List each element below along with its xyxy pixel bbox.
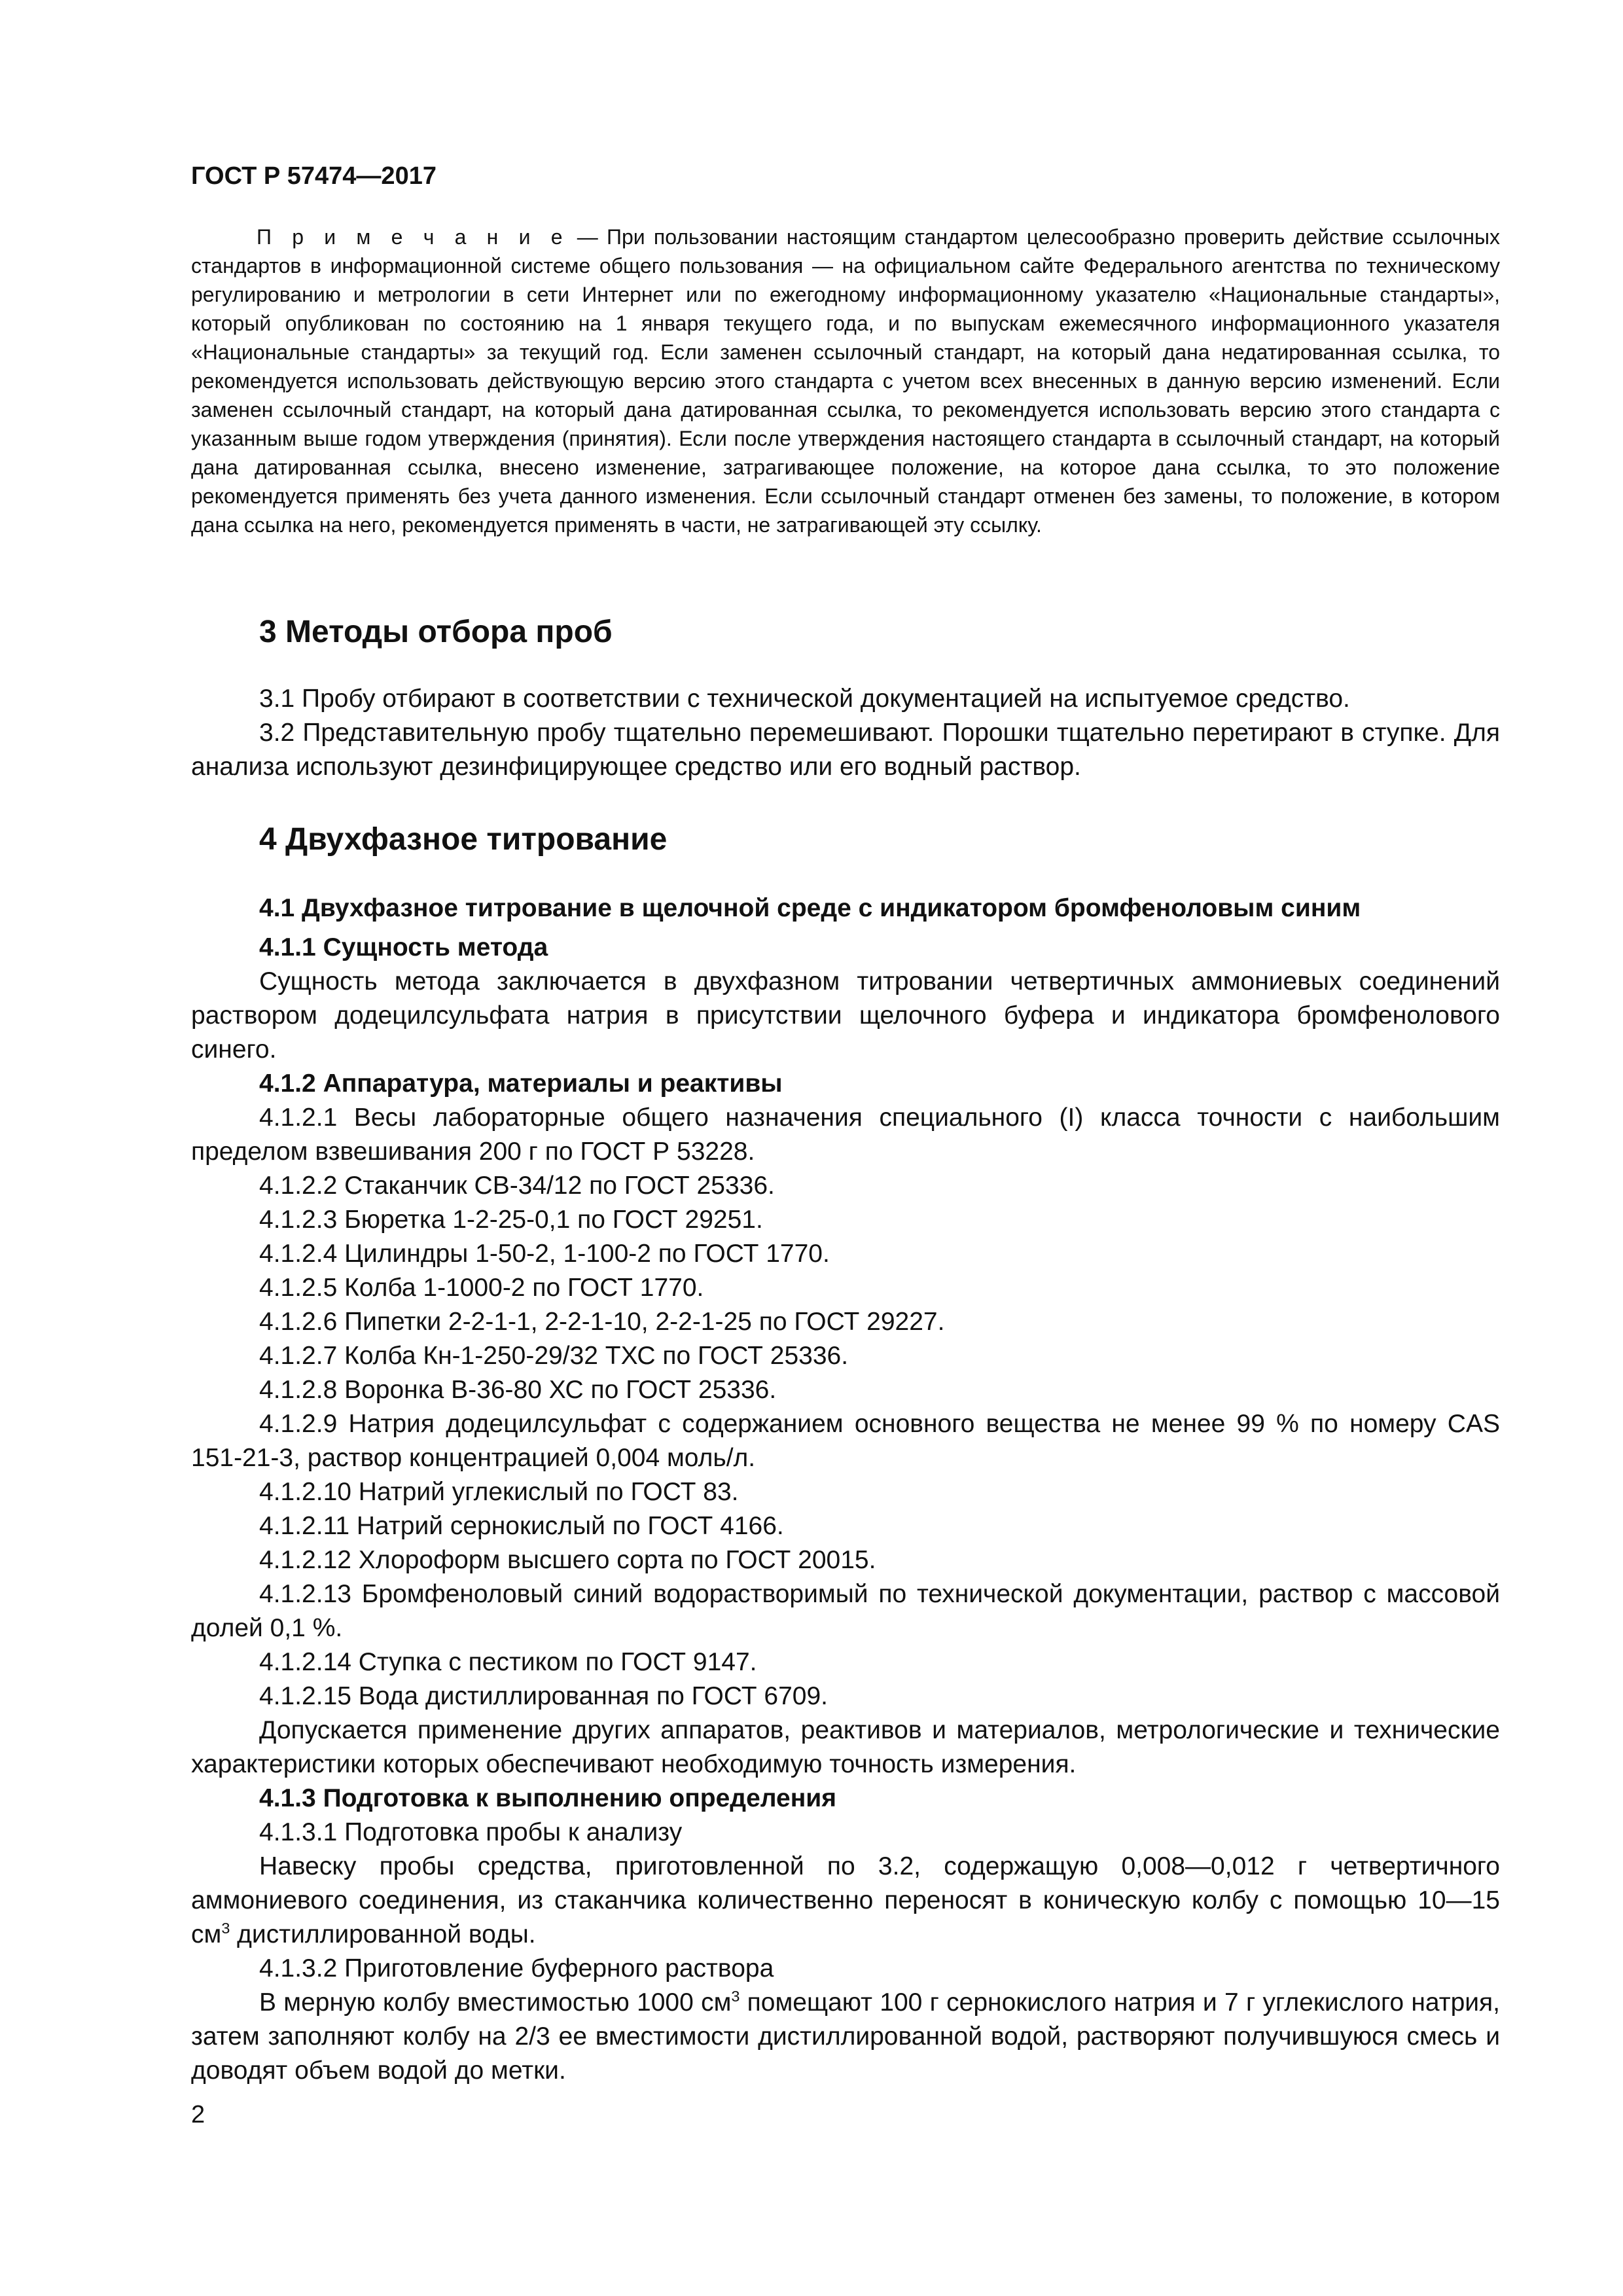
subsection-4-1-1: 4.1.1 Сущность метода (259, 933, 548, 961)
list-item: 4.1.2.1 Весы лабораторные общего назначения специального (I) класса точности с наибольшим пределом взвешивания 200 г по ГОСТ Р 53228. (191, 1103, 1500, 1166)
note-label: П р и м е ч а н и е (257, 225, 569, 249)
list-item: 4.1.2.11 Натрий сернокислый по ГОСТ 4166. (259, 1512, 784, 1540)
subsection-4-1-3-2: 4.1.3.2 Приготовление буферного раствора (259, 1954, 774, 1982)
paragraph-3-1: 3.1 Пробу отбирают в соответствии с технической документацией на испытуемое средство. (259, 685, 1350, 713)
sample-prep-text (191, 1850, 1500, 1952)
buffer-prep-b: помещают 100 г сернокислого натрия и 7 г углекислого натрия, затем заполняют колбу на 2/3 ее вместимости дистиллированной водой, растворяют получившуюся смесь и доводят объем водой до метки. (191, 1988, 1500, 2085)
list-item: 4.1.2.15 Вода дистиллированная по ГОСТ 6709. (259, 1682, 829, 1710)
list-item: 4.1.2.10 Натрий углекислый по ГОСТ 83. (259, 1478, 739, 1506)
note-block (191, 223, 1500, 539)
list-item: 4.1.2.7 Колба Кн-1-250-29/32 ТХС по ГОСТ 25336. (259, 1342, 849, 1370)
subsection-4-1-2: 4.1.2 Аппаратура, материалы и реактивы (259, 1069, 783, 1098)
cubic-superscript: 3 (731, 1988, 740, 2005)
sample-prep-tail: дистиллированной воды. (230, 1920, 536, 1948)
list-item: 4.1.2.3 Бюретка 1-2-25-0,1 по ГОСТ 29251. (259, 1206, 763, 1234)
buffer-prep-text (191, 1986, 1500, 2088)
subsection-4-1-3: 4.1.3 Подготовка к выполнению определения (259, 1784, 836, 1812)
paragraph-3-2: 3.2 Представительную пробу тщательно перемешивают. Порошки тщательно перетирают в ступке. Для анализа используют дезинфицирующее средство или его водный раствор. (191, 719, 1500, 781)
list-item: 4.1.2.13 Бромфеноловый синий водорастворимый по технической документации, раствор с массовой долей 0,1 %. (191, 1580, 1500, 1642)
section-3-title: 3 Методы отбора проб (259, 615, 613, 649)
note-text: — При пользовании настоящим стандартом целесообразно проверить действие ссылочных стандартов в информационной системе общего пользования — на официальном сайте Федерального агентства по техническому регулированию и метрологии в сети Интернет или по ежегодному информационному указателю «Национальные стандарты», который опубликован по состоянию на 1 января текущего года, и по выпускам ежемесячного информационного указателя «Национальные стандарты» за текущий год. Если заменен ссылочный стандарт, на который дана недатированная ссылка, то рекомендуется использовать действующую версию этого стандарта с учетом всех внесенных в данную версию изменений. Если заменен ссылочный стандарт, на который дана датированная ссылка, то рекомендуется использовать версию этого стандарта с указанным выше годом утверждения (принятия). Если после утверждения настоящего стандарта в ссылочный стандарт, на который дана датированная ссылка, внесено изменение, затрагивающее положение, на которое дана ссылка, то это положение рекомендуется применять без учета данного изменения. Если ссылочный стандарт отменен без замены, то положение, в котором дана ссылка на него, рекомендуется применять в части, не затрагивающей эту ссылку. (191, 225, 1500, 537)
list-item: 4.1.2.9 Натрия додецилсульфат с содержанием основного вещества не менее 99 % по номеру CAS 151-21-3, раствор концентрацией 0,004 моль/л. (191, 1410, 1500, 1472)
buffer-prep-a: В мерную колбу вместимостью 1000 см (259, 1988, 732, 2017)
section-3-body (191, 682, 1500, 784)
list-item: 4.1.2.12 Хлороформ высшего сорта по ГОСТ 20015. (259, 1546, 876, 1574)
sample-prep-main: Навеску пробы средства, приготовленной по 3.2, содержащую 0,008—0,012 г четвертичного аммониевого соединения, из стаканчика количественно переносят в коническую колбу с помощью 10—15 см (191, 1852, 1500, 1948)
page-number: 2 (191, 2101, 205, 2128)
list-item: 4.1.2.2 Стаканчик СВ-34/12 по ГОСТ 25336. (259, 1172, 775, 1200)
list-item: 4.1.2.6 Пипетки 2-2-1-1, 2-2-1-10, 2-2-1-25 по ГОСТ 29227. (259, 1308, 945, 1336)
section-4-title: 4 Двухфазное титрование (259, 822, 668, 857)
list-item: 4.1.2.5 Колба 1-1000-2 по ГОСТ 1770. (259, 1274, 704, 1302)
list-item: 4.1.2.4 Цилиндры 1-50-2, 1-100-2 по ГОСТ 1770. (259, 1240, 830, 1268)
method-essence-text: Сущность метода заключается в двухфазном титровании четвертичных аммониевых соединений раствором додецилсульфата натрия в присутствии щелочного буфера и индикатора бромфенолового синего. (191, 967, 1500, 1064)
cubic-superscript: 3 (221, 1920, 230, 1937)
standard-header: ГОСТ Р 57474—2017 (191, 162, 437, 190)
subsection-4-1-3-1: 4.1.3.1 Подготовка пробы к анализу (259, 1818, 683, 1846)
list-item: 4.1.2.8 Воронка В-36-80 ХС по ГОСТ 25336. (259, 1376, 777, 1404)
allowed-alternatives-text: Допускается применение других аппаратов, реактивов и материалов, метрологические и технические характеристики которых обеспечивают необходимую точность измерения. (191, 1716, 1500, 1778)
section-4-body (191, 891, 1500, 2088)
subsection-4-1: 4.1 Двухфазное титрование в щелочной среде с индикатором бромфеноловым синим (259, 894, 1361, 922)
list-item: 4.1.2.14 Ступка с пестиком по ГОСТ 9147. (259, 1648, 757, 1676)
